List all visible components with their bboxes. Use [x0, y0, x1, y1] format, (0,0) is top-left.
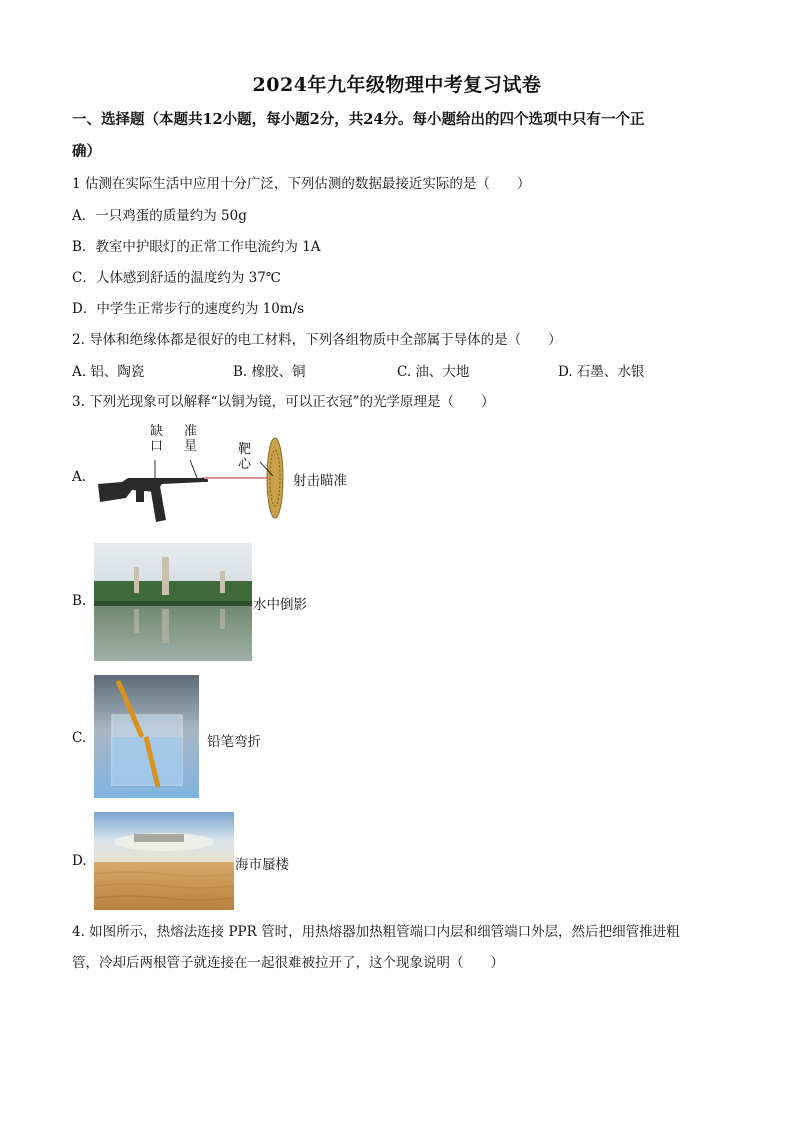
page-title: 2024年九年级物理中考复习试卷	[252, 74, 542, 96]
gap-label-line2: 口	[150, 439, 164, 454]
pencil-photo	[94, 675, 199, 798]
q2-stem: 2. 导体和绝缘体都是很好的电工材料，下列各组物质中全部属于导体的是（ ）	[72, 332, 562, 348]
sight-label-line1: 准	[184, 424, 198, 439]
q2-option-d: D. 石墨、水银	[558, 364, 645, 380]
section-heading-line2: 确）	[72, 143, 101, 160]
gap-label	[150, 424, 163, 454]
q2-option-c: C. 油、大地	[397, 364, 470, 380]
sight-label	[184, 424, 197, 454]
bent-pencil-image	[94, 675, 199, 798]
target-label-line2: 心	[238, 457, 252, 472]
q3-option-a-letter: A.	[72, 469, 87, 485]
q3-option-d-letter: D.	[72, 853, 87, 869]
target-label	[238, 442, 251, 472]
q3-option-c-letter: C.	[72, 730, 87, 746]
mirage-photo	[94, 812, 234, 910]
aiming-diagram	[92, 420, 292, 525]
q2-option-a: A. 铝、陶瓷	[72, 364, 145, 380]
sight-label-line2: 星	[184, 439, 198, 454]
reflection-photo	[94, 543, 252, 661]
q3-option-b-letter: B.	[72, 593, 87, 609]
q4-stem-line1: 4. 如图所示，热熔法连接 PPR 管时，用热熔器加热粗管端口内层和细管端口外层，然后把细管推进粗	[72, 924, 680, 940]
q2-options	[72, 360, 672, 380]
gap-label-line1: 缺	[150, 424, 164, 439]
section-heading-line1: 一、选择题（本题共12小题，每小题2分，共24分。每小题给出的四个选项中只有一个正	[72, 111, 645, 128]
q1-option-a: A．一只鸡蛋的质量约为 50g	[72, 208, 247, 224]
q3-stem: 3. 下列光现象可以解释“以铜为镜，可以正衣冠”的光学原理是（ ）	[72, 394, 495, 410]
q3-option-b-caption: 水中倒影	[253, 597, 307, 613]
q2-option-b: B. 橡胶、铜	[233, 364, 306, 380]
q1-option-b: B．教室中护眼灯的正常工作电流约为 1A	[72, 239, 321, 255]
q1-option-c: C．人体感到舒适的温度约为 37℃	[72, 270, 281, 286]
q1-stem: 1 估测在实际生活中应用十分广泛，下列估测的数据最接近实际的是（ ）	[72, 176, 531, 192]
q3-option-a-caption: 射击瞄准	[293, 473, 347, 489]
q1-option-d: D．中学生正常步行的速度约为 10m/s	[72, 301, 305, 317]
q3-option-c-caption: 铅笔弯折	[207, 734, 261, 750]
q3-option-d-caption: 海市蜃楼	[235, 857, 289, 873]
q4-stem-line2: 管，冷却后两根管子就连接在一起很难被拉开了，这个现象说明（ ）	[72, 955, 504, 971]
desert-mirage-image	[94, 812, 234, 910]
target-label-line1: 靶	[238, 442, 252, 457]
pagoda-reflection-image	[94, 543, 252, 661]
